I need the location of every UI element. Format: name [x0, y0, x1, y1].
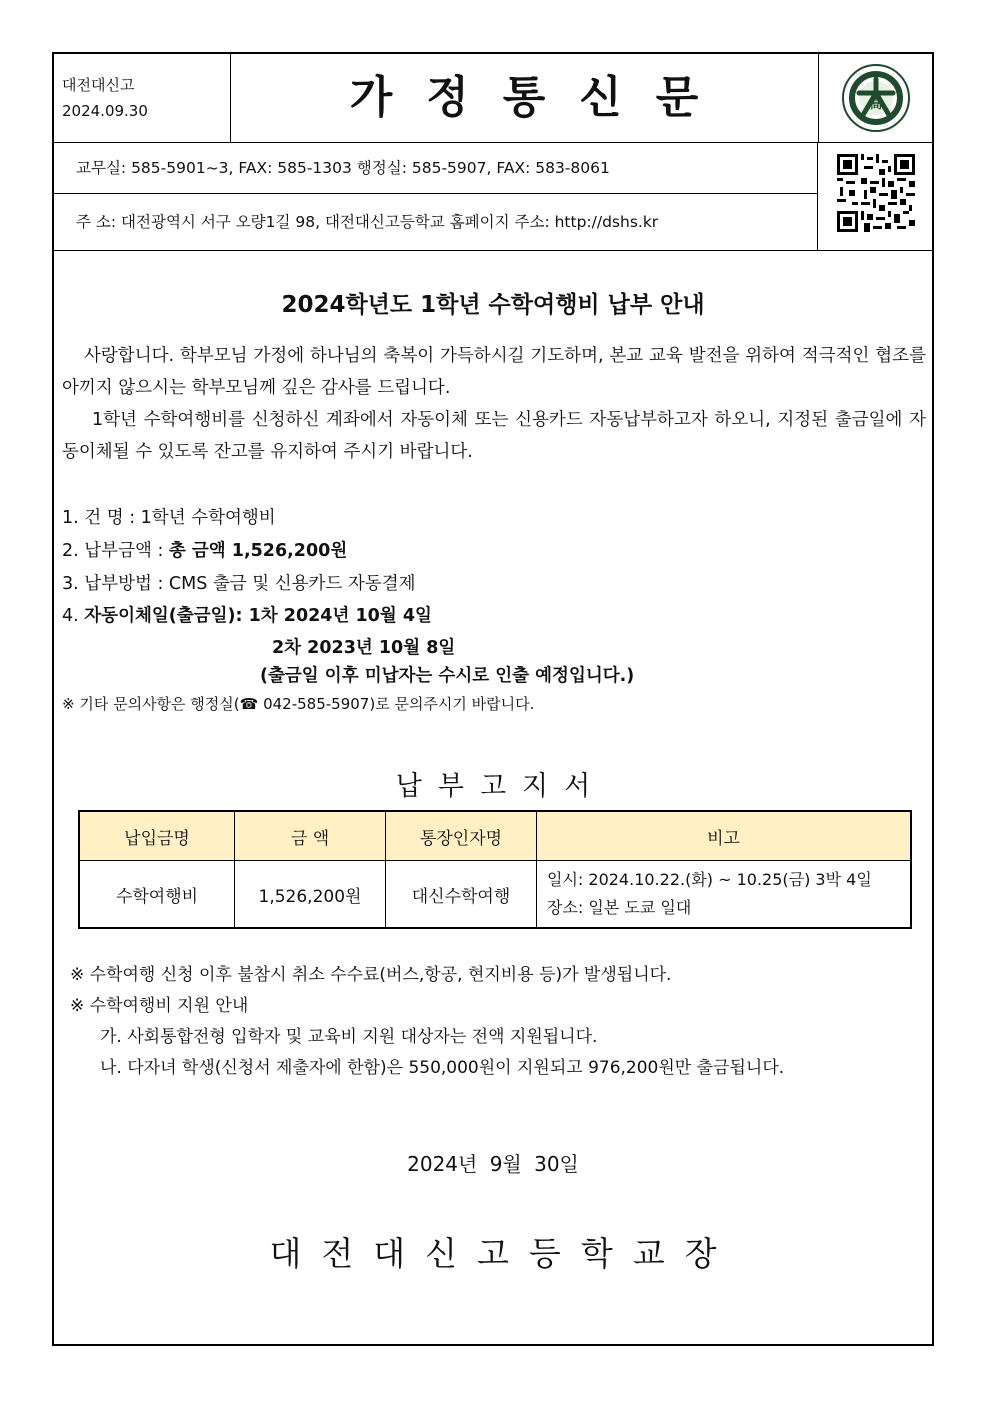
remark-schedule: 일시: 2024.10.22.(화) ~ 10.25(금) 3박 4일 — [547, 870, 872, 889]
school-address: 주 소: 대전광역시 서구 오량1길 98, 대전대신고등학교 홈페이지 주소: http://dshs.kr — [54, 194, 818, 250]
item-amount-value: 총 금액 1,526,200원 — [168, 541, 348, 561]
greeting-paragraph: 사랑합니다. 학부모님 가정에 하나님의 축복이 가득하시길 기도하며, 본교 교육 발전을 위하여 적극적인 협조를 아끼지 않으시는 학부모님께 깊은 감사를 드립니다. — [62, 346, 926, 398]
contact-numbers: 교무실: 585-5901~3, FAX: 585-1303 행정실: 585-5907, FAX: 583-8061 — [54, 142, 818, 194]
cell-payment-name: 수학여행비 — [79, 861, 235, 929]
item-method: 3. 납부방법 : CMS 출금 및 신용카드 자동결제 — [62, 574, 416, 594]
notice-title: 납부고지서 — [395, 771, 607, 802]
payment-table — [78, 810, 912, 929]
inquiry-note: ※ 기타 문의사항은 행정실(☎ 042-585-5907)로 문의주시기 바랍니다. — [62, 695, 535, 713]
payment-paragraph: 1학년 수학여행비를 신청하신 계좌에서 자동이체 또는 신용카드 자동납부하고자 하오니, 지정된 출금일에 자동이체될 수 있도록 잔고를 유지하여 주시기 바랍니다. — [62, 410, 926, 462]
school-name: 대전대신고 — [62, 76, 135, 94]
table-header-row — [79, 811, 911, 861]
header-divider — [54, 250, 932, 251]
item-name: 1. 건 명 : 1학년 수학여행비 — [62, 508, 276, 528]
school-logo — [818, 54, 933, 142]
support-note-a: 가. 사회통합전형 입학자 및 교육비 지원 대상자는 전액 지원됩니다. — [100, 1027, 598, 1047]
signature-date: 2024년 9월 30일 — [407, 1152, 579, 1176]
issue-date: 2024.09.30 — [62, 102, 148, 120]
item-transfer-second: 2차 2023년 10월 8일 — [272, 638, 456, 658]
table-row — [79, 861, 911, 929]
cell-remark — [537, 861, 912, 929]
col-remark: 비고 — [537, 811, 912, 861]
item-transfer-first: 자동이체일(출금일): 1차 2024년 10월 4일 — [84, 606, 432, 626]
svg-text:高: 高 — [869, 97, 883, 111]
qr-code-icon — [837, 154, 915, 232]
support-note-title: ※ 수학여행비 지원 안내 — [70, 996, 249, 1016]
header-top-row — [54, 54, 932, 143]
item-transfer-num: 4. — [62, 606, 85, 626]
signature-name: 대전대신고등학교장 — [269, 1234, 737, 1273]
item-amount — [62, 537, 347, 565]
cell-account-name: 대신수학여행 — [386, 861, 537, 929]
item-transfer-note: (출금일 이후 미납자는 수시로 인출 예정입니다.) — [260, 666, 635, 686]
school-emblem-icon — [841, 63, 911, 133]
document-title: 2024학년도 1학년 수학여행비 납부 안내 — [281, 292, 705, 318]
col-payment-name: 납입금명 — [79, 811, 235, 861]
document-frame — [52, 52, 934, 1346]
item-amount-label: 2. 납부금액 : — [62, 541, 169, 561]
cell-amount: 1,526,200원 — [235, 861, 386, 929]
school-info — [54, 54, 231, 142]
support-note-b: 나. 다자녀 학생(신청서 제출자에 한함)은 550,000원이 지원되고 976,200원만 출금됩니다. — [100, 1058, 785, 1078]
col-amount: 금 액 — [235, 811, 386, 861]
remark-location: 장소: 일본 도쿄 일대 — [547, 898, 692, 917]
qr-code[interactable] — [818, 142, 932, 250]
cancellation-note: ※ 수학여행 신청 이후 불참시 취소 수수료(버스,항공, 현지비용 등)가 발생됩니다. — [70, 965, 672, 985]
item-transfer-date — [62, 602, 432, 630]
newsletter-title: 가정통신문 — [349, 72, 733, 123]
col-account-name: 통장인자명 — [386, 811, 537, 861]
